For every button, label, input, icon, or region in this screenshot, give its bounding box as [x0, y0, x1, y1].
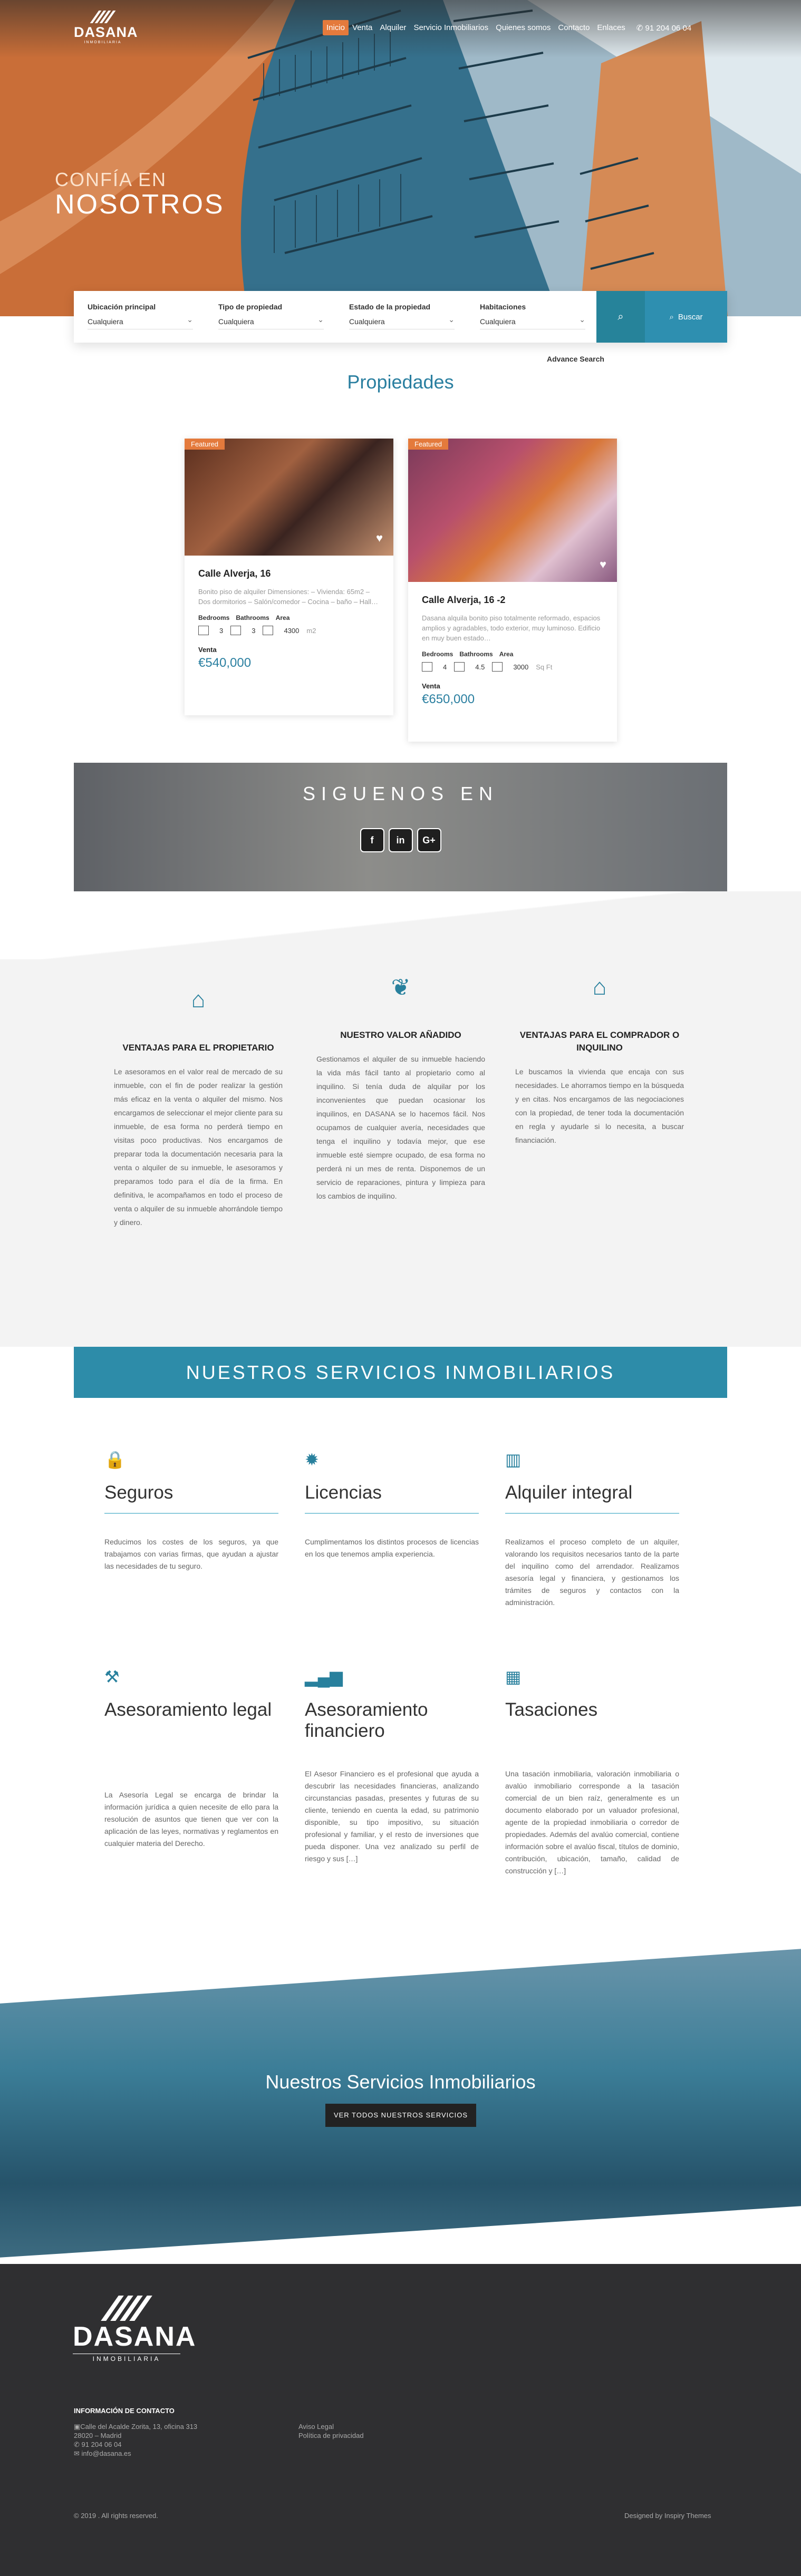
area-value: 3000	[513, 663, 529, 671]
search-field-label: Estado de la propiedad	[349, 303, 431, 311]
hero-tagline-top: CONFÍA EN	[55, 169, 167, 190]
nav-inicio[interactable]: Inicio	[323, 20, 349, 35]
bedrooms-value: 4	[443, 663, 447, 671]
nav-alquiler[interactable]: Alquiler	[380, 23, 407, 32]
property-price: €650,000	[422, 692, 475, 706]
designer-credit[interactable]: Designed by Inspiry Themes	[624, 2512, 711, 2520]
lock-icon: 🔒	[104, 1450, 126, 1469]
value-proposition-section	[0, 959, 801, 1347]
footer-logo-subtitle: INMOBILIARIA	[73, 2354, 180, 2363]
service-text: Una tasación inmobiliaria, valoración inmobiliaria o avalúo inmobiliario corresponde a la tasación comercial de un bien raíz, generalmente es un documento elaborado por un valuador profesional, agente de la propiedad inmobiliaria o corredor de propiedades. Además del avalúo comercial, contiene información sobre el avalúo fiscal, títulos de dominio, contribución, ubicación, tamaño, calidad de construcción y […]	[505, 1770, 679, 1875]
value-title: NUESTRO VALOR AÑADIDO	[340, 1030, 461, 1040]
linkedin-icon[interactable]: in	[389, 828, 413, 852]
featured-badge: Featured	[185, 439, 225, 450]
logo-mark	[73, 2296, 180, 2321]
property-price: €540,000	[198, 656, 252, 670]
location-select[interactable]: Cualquiera ⌄	[88, 317, 193, 329]
service-text: El Asesor Financiero es el profesional que ayuda a descubrir las necesidades financieras, analizando circunstancias pasadas, presentes y futuras de su cliente, teniendo en cuenta la edad, su patrimonio disponible, su tipo impositivo, su situación profesional y familiar, y el resto de inversiones que pueda disponer. Una vez analizado su perfil de riesgo y sus […]	[305, 1770, 479, 1863]
service-item	[305, 1667, 479, 1865]
legal-notice-link[interactable]: Aviso Legal	[298, 2423, 334, 2431]
footer-address	[74, 2422, 197, 2431]
bedrooms-label: Bedrooms	[198, 614, 230, 621]
property-meta-values	[198, 626, 380, 635]
value-column	[114, 987, 283, 1229]
footer-logo-text: DASANA	[73, 2321, 197, 2352]
house-key-icon: ⌂	[191, 987, 206, 1013]
property-status: Venta	[422, 682, 440, 690]
search-button[interactable]	[645, 291, 727, 343]
property-card[interactable]	[408, 439, 617, 742]
property-photo[interactable]	[185, 439, 393, 556]
service-text: Cumplimentamos los distintos procesos de licencias en los que tenemos amplia experiencia.	[305, 1538, 479, 1558]
copyright: © 2019 . All rights reserved.	[74, 2512, 158, 2520]
property-meta-values	[422, 662, 603, 672]
services-section	[0, 1347, 801, 1942]
bath-icon	[454, 662, 468, 672]
value-column	[316, 974, 485, 1203]
nav-servicio-inmobiliarios[interactable]: Servicio Inmobiliarios	[413, 23, 489, 32]
footer-address-text: Calle del Acalde Zorita, 13, oficina 313	[80, 2423, 198, 2431]
logo-text: DASANA	[74, 24, 138, 40]
value-text: Le asesoramos en el valor real de mercado de su inmueble, con el fin de poder realizar la gestión más eficaz en la venta o alquiler del mismo. Nos encargamos de seleccionar el mejor cliente para su inmueble, de esa forma no perderá tiempo en visitas poco productivas. Nos encargamos de preparar toda la documentación necesaria para la venta o alquiler de su inmueble, le asesoramos y preparamos todo para el día de la firma. En definitiva, le acompañamos en todo el proceso de venta o alquiler de su inmueble ahorrándole tiempo y dinero.	[114, 1067, 283, 1227]
footer-links	[298, 2422, 364, 2440]
facebook-icon[interactable]: f	[360, 828, 384, 852]
bedrooms-select[interactable]: Cualquiera ⌄	[480, 317, 585, 329]
service-divider	[505, 1513, 679, 1514]
service-title[interactable]: Seguros	[104, 1482, 173, 1503]
calculator-icon: ▦	[505, 1667, 522, 1686]
search-field-label: Habitaciones	[480, 303, 526, 311]
search-field-status[interactable]	[349, 303, 455, 329]
area-label: Area	[275, 614, 290, 621]
service-item	[104, 1667, 278, 1850]
bedrooms-label: Bedrooms	[422, 650, 453, 658]
favorite-heart-icon[interactable]: ♥	[375, 531, 383, 545]
advance-search-link[interactable]: Advance Search	[547, 355, 604, 363]
value-text: Gestionamos el alquiler de su inmueble haciendo la vida más fácil tanto al propietario como al inquilino. Si tenía duda de alquilar por los inconvenientes que puedan ocasionar los inquilinos, en DASANA se lo hacemos fácil. Nos ocupamos de cualquier avería, necesidades que tenga el inquilino y todavía mejor, que ese inmueble esté siempre ocupado, de esa forma no perderá ni un mes de renta. Disponemos de un servicio de reparaciones, pintura y limpieza para los cambios de inquilino.	[316, 1055, 485, 1200]
footer-email[interactable]	[74, 2449, 197, 2458]
favorite-heart-icon[interactable]: ♥	[599, 558, 606, 571]
section-divider	[0, 891, 801, 960]
service-divider	[305, 1513, 479, 1514]
bed-icon	[198, 626, 212, 635]
search-button-label: Buscar	[678, 312, 703, 322]
logo[interactable]	[74, 11, 138, 44]
bed-icon	[422, 662, 436, 672]
service-item	[505, 1667, 679, 1877]
featured-badge: Featured	[408, 439, 448, 450]
bath-icon	[230, 626, 244, 635]
hero	[0, 0, 801, 316]
search-field-type[interactable]	[218, 303, 324, 329]
magnifier-plus-icon: ⌕	[617, 310, 624, 323]
type-select[interactable]: Cualquiera ⌄	[218, 317, 324, 329]
service-title[interactable]: Licencias	[305, 1482, 382, 1503]
service-text: La Asesoría Legal se encarga de brindar la información jurídica a quien necesite de ello para la resolución de asuntos que tienen que ver con la aplicación de las leyes, normativas y reglamentos en cualquier materia del Derecho.	[104, 1791, 278, 1848]
search-icon: ⌕	[669, 312, 674, 322]
service-item	[305, 1450, 479, 1560]
property-description: Dasana alquila bonito piso totalmente reformado, espacios amplios y agradables, todo exterior, muy luminoso. Edificio en muy buen estado…	[422, 614, 601, 642]
value-title: VENTAJAS PARA EL COMPRADOR O INQUILINO	[519, 1030, 680, 1053]
property-photo[interactable]	[408, 439, 617, 582]
value-column	[515, 974, 684, 1147]
phone-icon: ✆	[636, 23, 645, 33]
follow-us-title: SIGUENOS EN	[302, 783, 499, 804]
main-nav	[323, 20, 691, 35]
logo-subtitle: INMOBILIARIA	[84, 41, 122, 44]
service-title[interactable]: Asesoramiento financiero	[305, 1699, 428, 1741]
certificate-icon: ✹	[305, 1450, 319, 1469]
logo-mark	[74, 11, 132, 23]
footer-phone-number: 91 204 06 04	[81, 2441, 122, 2448]
nav-contacto[interactable]: Contacto	[558, 23, 590, 32]
search-field-label: Tipo de propiedad	[218, 303, 283, 311]
value-text: Le buscamos la vivienda que encaja con sus necesidades. Le ahorramos tiempo en la búsqueda y en citas. Nos encargamos de las negociaciones con la propiedad, de tener toda la documentación en regla y ayudarle si lo necesita, a buscar financiación.	[515, 1067, 684, 1144]
area-icon	[492, 662, 506, 672]
footer-contact-title: INFORMACIÓN DE CONTACTO	[74, 2407, 175, 2415]
area-label: Area	[499, 650, 514, 658]
view-all-services-button[interactable]: VER TODOS NUESTROS SERVICIOS	[325, 2104, 476, 2127]
envelope-icon: ✉	[74, 2449, 82, 2457]
google-plus-icon[interactable]: G+	[417, 828, 441, 852]
building-icon: ▥	[505, 1450, 522, 1469]
footer-phone[interactable]	[74, 2440, 197, 2449]
footer-city: 28020 – Madrid	[74, 2432, 122, 2439]
area-value: 4300	[284, 626, 300, 635]
top-navbar	[0, 0, 801, 58]
service-title[interactable]: Asesoramiento legal	[104, 1699, 272, 1720]
privacy-policy-link[interactable]: Política de privacidad	[298, 2432, 364, 2439]
header-phone[interactable]	[629, 23, 691, 33]
hero-tagline-main: NOSOTROS	[55, 189, 225, 220]
house-handshake-icon: ⌂	[592, 974, 607, 1000]
value-title: VENTAJAS PARA EL PROPIETARIO	[122, 1043, 274, 1053]
building-icon: ▣	[74, 2423, 81, 2431]
property-meta-labels	[198, 614, 380, 621]
nav-enlaces[interactable]: Enlaces	[597, 23, 625, 32]
footer-logo[interactable]	[73, 2296, 197, 2363]
bathrooms-value: 4.5	[475, 663, 485, 671]
bar-chart-icon: ▂▄▆	[305, 1667, 343, 1686]
header-phone-number: 91 204 06 04	[645, 23, 692, 33]
service-text: Realizamos el proceso completo de un alquiler, valorando los requisitos necesarios tanto de la parte del inquilino como del arrendador. Realizamos asesoría legal y financiera, y gestionamos los trámites de seguros y contactos con la administración.	[505, 1538, 679, 1607]
handshake-laurel-icon: ❦	[391, 975, 411, 1000]
property-meta-labels	[422, 650, 603, 658]
bathrooms-value: 3	[252, 626, 256, 635]
service-item	[104, 1450, 278, 1572]
cta-title: Nuestros Servicios Inmobiliarios	[265, 2071, 536, 2093]
property-title[interactable]: Calle Alverja, 16	[198, 568, 271, 579]
phone-icon: ✆	[74, 2441, 82, 2448]
follow-us-section	[74, 763, 727, 891]
services-banner: NUESTROS SERVICIOS INMOBILIARIOS	[74, 1347, 727, 1398]
bathrooms-label: Bathrooms	[459, 650, 493, 658]
property-title[interactable]: Calle Alverja, 16 -2	[422, 595, 506, 605]
nav-quienes-somos[interactable]: Quienes somos	[496, 23, 551, 32]
bathrooms-label: Bathrooms	[236, 614, 269, 621]
footer	[0, 2264, 801, 2576]
search-field-label: Ubicación principal	[88, 303, 156, 311]
service-title[interactable]: Tasaciones	[505, 1699, 598, 1720]
search-field-location[interactable]	[88, 303, 193, 329]
property-card[interactable]	[185, 439, 393, 715]
status-select[interactable]: Cualquiera ⌄	[349, 317, 455, 329]
property-status: Venta	[198, 646, 217, 654]
gavel-icon: ⚒	[104, 1667, 120, 1686]
service-title[interactable]: Alquiler integral	[505, 1482, 633, 1503]
search-field-bedrooms[interactable]	[480, 303, 585, 329]
property-description: Bonito piso de alquiler Dimensiones: – Vivienda: 65m2 – Dos dormitorios – Salón/comedor – Cocina – baño – Hall…	[198, 588, 379, 606]
social-icons	[74, 828, 727, 852]
nav-venta[interactable]: Venta	[352, 23, 373, 32]
services-cta-section	[0, 1942, 801, 2264]
area-icon	[263, 626, 276, 635]
footer-email-address: info@dasana.es	[81, 2449, 131, 2457]
area-unit: Sq Ft	[536, 663, 553, 671]
service-item	[505, 1450, 679, 1609]
properties-title: Propiedades	[347, 371, 454, 393]
advanced-search-toggle[interactable]	[596, 291, 645, 343]
service-text: Reducimos los costes de los seguros, ya que trabajamos con varias firmas, que ayudan a ajustar las necesidades de tu seguro.	[104, 1538, 278, 1570]
city-bay-image	[0, 1942, 801, 2264]
bedrooms-value: 3	[219, 626, 224, 635]
service-divider	[104, 1513, 278, 1514]
area-unit: m2	[306, 626, 316, 635]
property-search-form	[74, 291, 727, 343]
footer-contact	[74, 2406, 197, 2458]
